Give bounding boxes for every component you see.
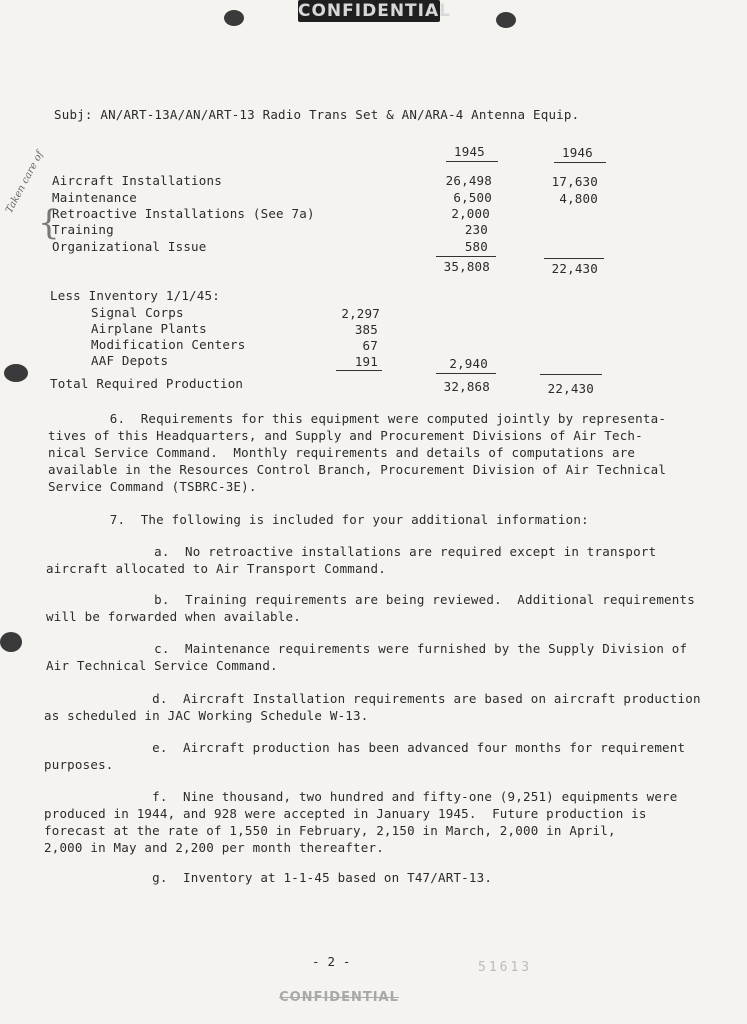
paragraph-7e: e. Aircraft production has been advanced four months for requirement purposes. [44,740,686,772]
inventory-value: 2,297 [341,306,380,321]
row-1946-value: 17,630 [551,174,598,189]
inventory-heading: Less Inventory 1/1/45: [50,288,220,303]
inventory-value: 67 [362,338,378,353]
row-label: Retroactive Installations (See 7a) [52,206,315,221]
punch-hole-top-right [496,12,516,28]
total-label: Total Required Production [50,376,244,391]
total-1945: 32,868 [443,379,490,394]
row-label: Aircraft Installations [52,173,222,188]
page-number: - 2 - [312,954,351,969]
row-1945-value: 2,000 [451,206,490,221]
inventory-label: AAF Depots [91,353,169,368]
inventory-label: Airplane Plants [91,321,207,336]
paragraph-7d: d. Aircraft Installation requirements are based on aircraft production as scheduled in JAC Working Schedule W-13. [44,691,701,723]
year-1945-underline [446,161,498,162]
paragraph-7: 7. The following is included for your additional information: [48,512,589,527]
subtotal-1946-rule [544,258,604,259]
inventory-label: Modification Centers [91,337,246,352]
punch-hole-top-left [224,10,244,26]
row-label: Maintenance [52,190,137,205]
confidential-stamp-top: CONFIDENTIAL [298,1,451,21]
paragraph-7b: b. Training requirements are being reviewed. Additional requirements will be forwarded when available. [46,592,695,624]
row-1945-value: 580 [464,239,488,254]
inventory-label: Signal Corps [91,305,184,320]
subtotal-1946: 22,430 [551,261,598,276]
inventory-value: 191 [354,354,378,369]
year-1946-header: 1946 [562,145,593,160]
faint-stamp-number: 51613 [478,960,533,975]
subtotal-1945: 35,808 [443,259,490,274]
punch-hole-left-2 [0,632,22,652]
inventory-total-1945: 2,940 [449,356,488,371]
total-1946-rule [540,374,602,375]
paragraph-7c: c. Maintenance requirements were furnished by the Supply Division of Air Technical Service Command. [46,641,688,673]
row-1946-value: 4,800 [559,191,598,206]
paragraph-7f: f. Nine thousand, two hundred and fifty-one (9,251) equipments were produced in 1944, and 928 were accepted in January 1945. Future production is forecast at the rate of 1,550 in February, 2,150 in March, 2,000 in April, 2,000 in May and 2,200 per month thereafter. [44,789,678,855]
row-1945-value: 6,500 [453,190,492,205]
subject-line: Subj: AN/ART-13A/AN/ART-13 Radio Trans Set & AN/ARA-4 Antenna Equip. [54,107,580,122]
row-1945-value: 26,498 [445,173,492,188]
confidential-stamp-bottom: CONFIDENTIAL [279,990,399,1005]
year-1946-underline [554,162,606,163]
total-1946: 22,430 [547,381,594,396]
row-1945-value: 230 [464,222,488,237]
paragraph-7g: g. Inventory at 1-1-45 based on T47/ART-13. [44,870,493,885]
row-label: Training [52,222,114,237]
inventory-total-1945-rule [436,373,496,374]
subtotal-1945-rule [436,256,496,257]
handwritten-note: Taken care of [4,149,46,216]
inventory-value: 385 [354,322,378,337]
paragraph-7a: a. No retroactive installations are required except in transport aircraft allocated to Air Transport Command. [46,544,657,576]
handwritten-brace: { [38,203,60,243]
paragraph-6: 6. Requirements for this equipment were computed jointly by representa- tives of this Headquarters, and Supply and Procurement Divisions of Air Tech- nical Service Command. Monthly requirements and details of computations are available in the Resources Control Branch, Procurement Division of Air Technical Service Command (TSBRC-3E). [48,411,667,494]
inventory-rule [336,370,382,371]
row-label: Organizational Issue [52,239,207,254]
punch-hole-left-1 [4,364,28,382]
year-1945-header: 1945 [454,144,485,159]
